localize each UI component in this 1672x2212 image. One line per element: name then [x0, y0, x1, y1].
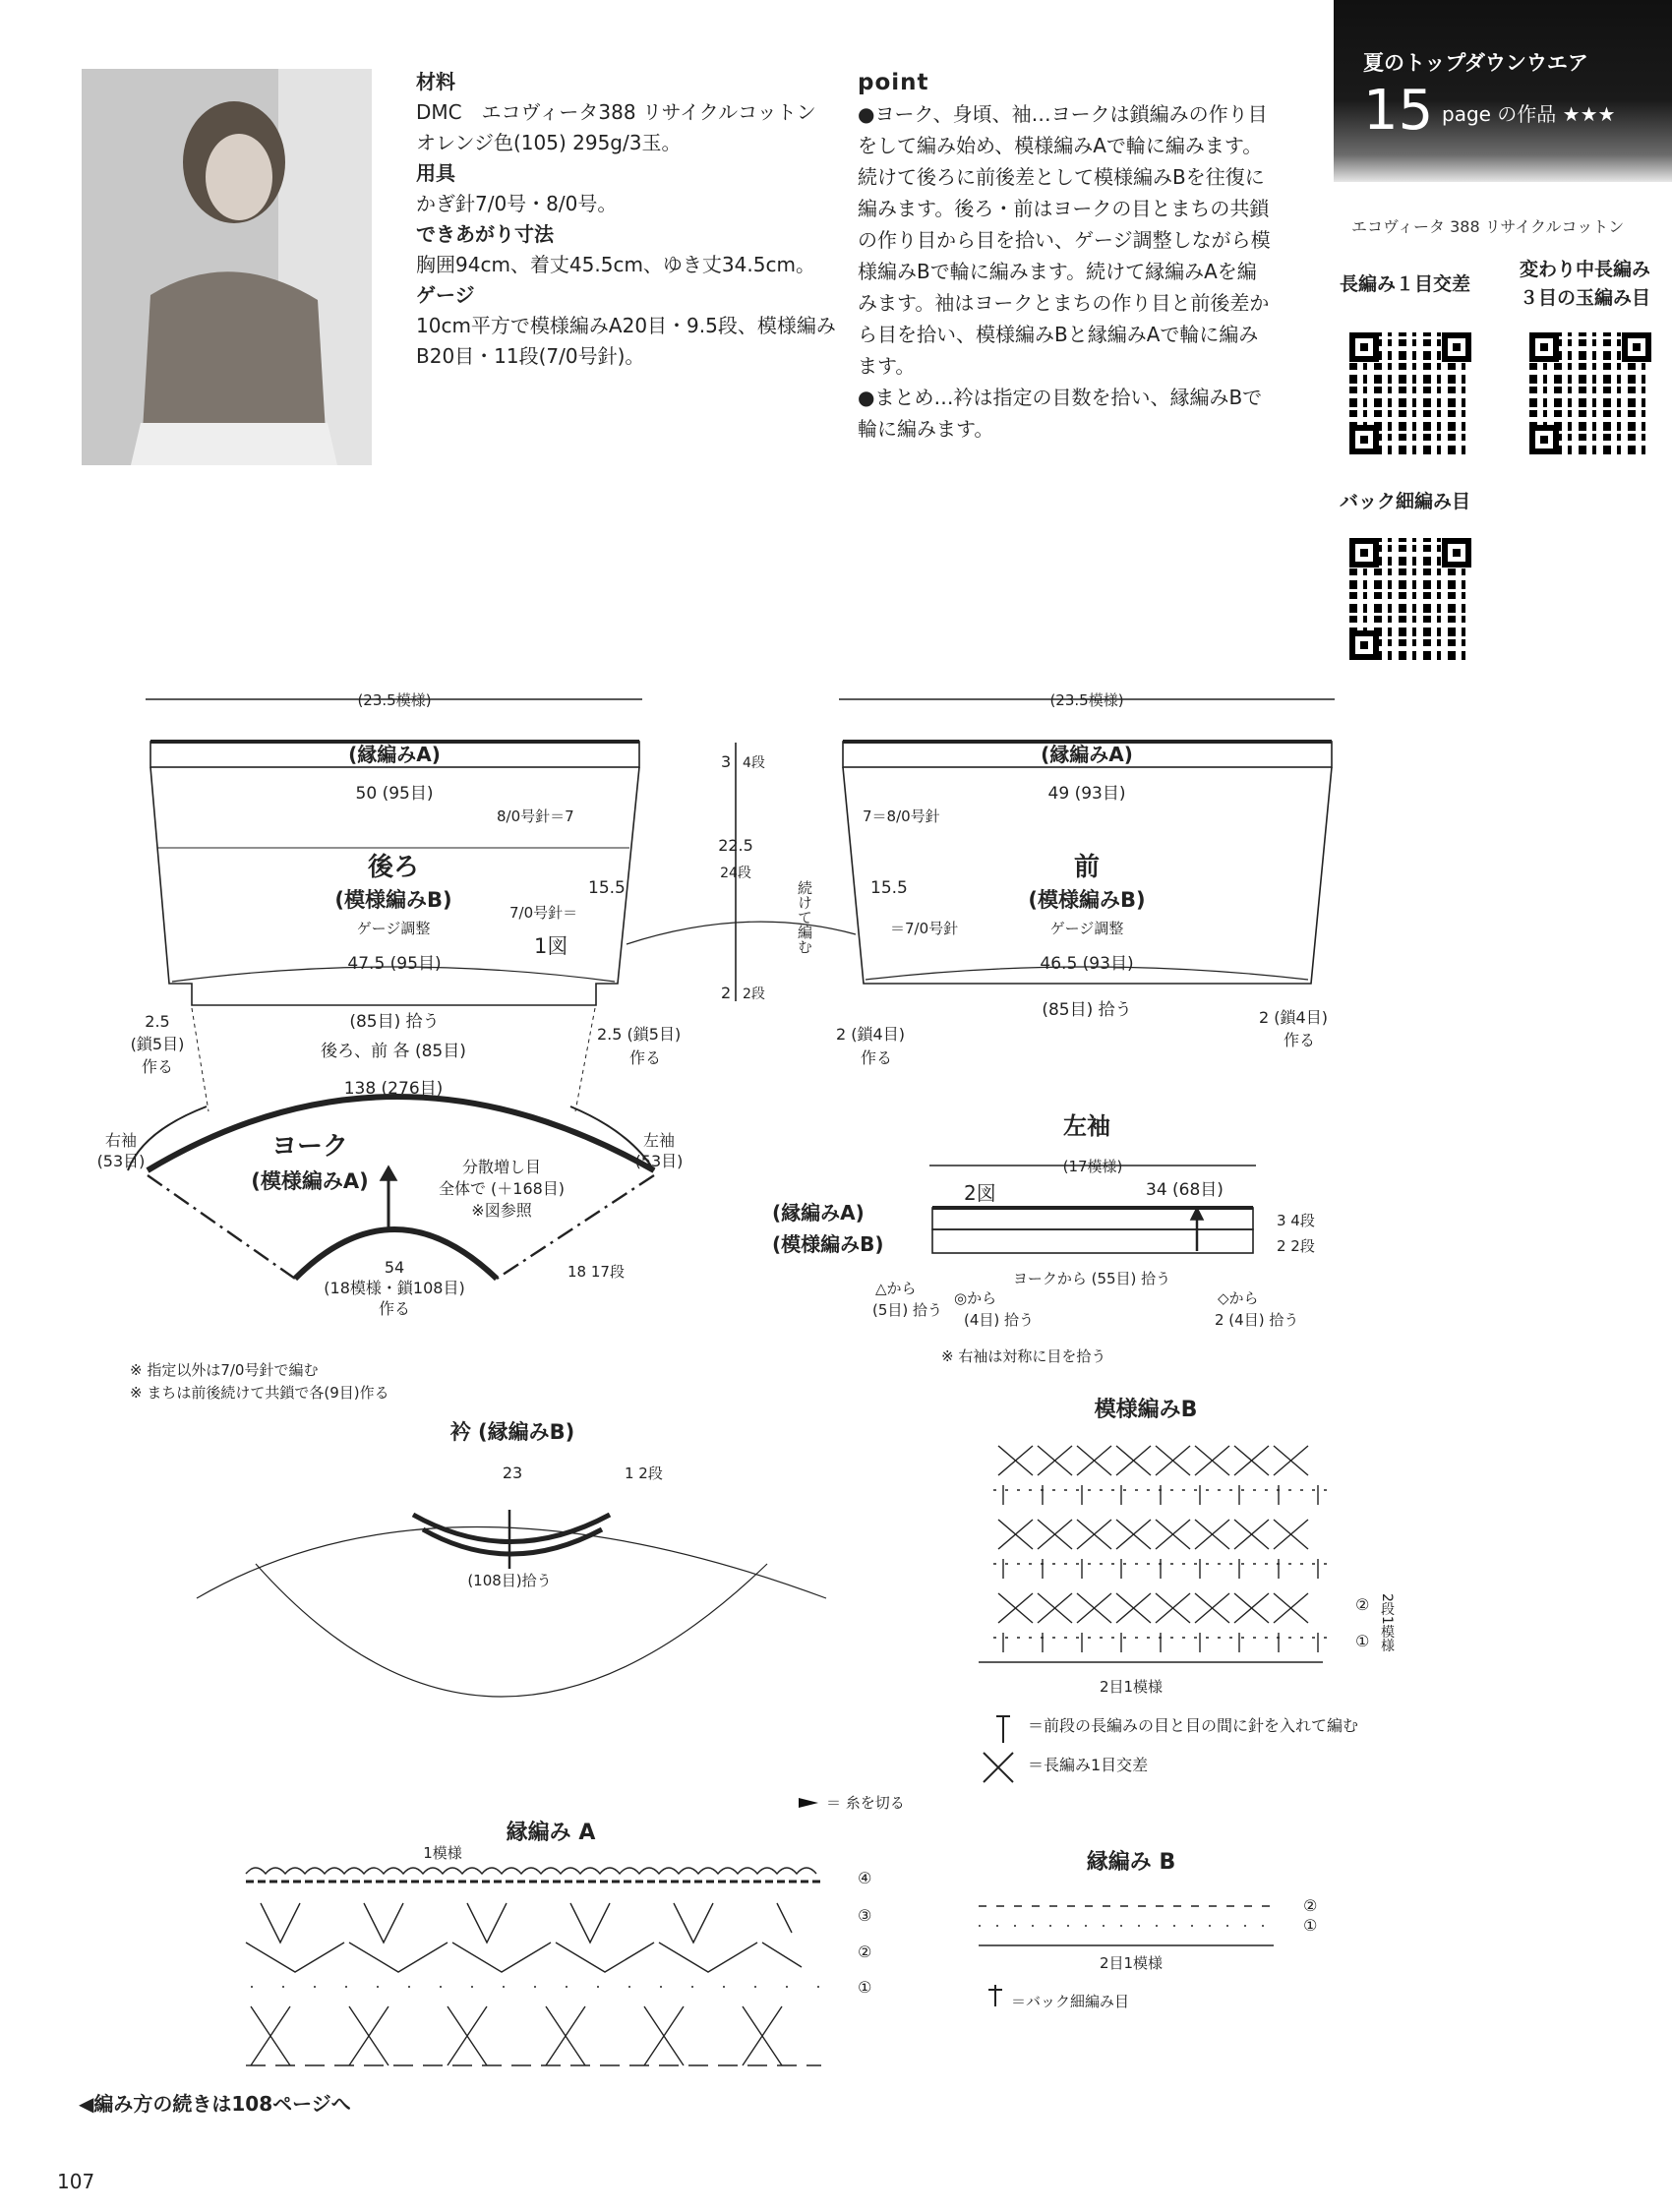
front-title: 前: [1073, 853, 1101, 882]
size-text: 胸囲94cm、着丈45.5cm、ゆき丈34.5cm。: [416, 253, 815, 276]
edge-b-title: 縁編み B: [1086, 1850, 1176, 1875]
yoke-increase-2: 全体で (＋168目): [438, 1179, 566, 1198]
sleeve-pick-4: (4目) 拾う: [964, 1311, 1035, 1329]
gauge-heading: ゲージ: [416, 283, 475, 307]
pattern-b-row-2: ②: [1355, 1595, 1370, 1614]
front-right-make: 作る: [1284, 1031, 1316, 1049]
yoke-title: ヨーク: [270, 1132, 349, 1162]
edge-a-title: 縁編み A: [506, 1821, 596, 1845]
cut-yarn-label: ＝ 糸を切る: [826, 1794, 905, 1812]
point-heading: point: [858, 70, 929, 95]
back-left-make: 作る: [141, 1057, 174, 1076]
yoke-right-sleeve-count: (53目): [96, 1152, 146, 1170]
front-left-make: 作る: [861, 1048, 893, 1067]
tools-text: かぎ針7/0号・8/0号。: [416, 192, 618, 215]
front-pattern: (模様編みB): [1028, 888, 1146, 912]
edge-a-row-4: ④: [858, 1869, 872, 1887]
sleeve-from-circle: ◎から: [954, 1289, 997, 1307]
edge-a-row-3: ③: [858, 1906, 872, 1925]
yoke-width-54: 54: [384, 1258, 405, 1277]
edge-b-row-2: ②: [1303, 1896, 1318, 1915]
yoke-chain: (18模様・鎖108目): [324, 1279, 465, 1297]
edge-a-row-2: ②: [858, 1943, 872, 1961]
mid-total: 22.5: [718, 836, 753, 855]
front-needle-7: ＝7/0号針: [890, 920, 959, 937]
edge-b-row-1: ①: [1303, 1916, 1318, 1935]
yoke-rows: 18 17段: [567, 1263, 625, 1281]
front-edge-label: (縁編みA): [1041, 743, 1133, 766]
back-needle-8: 8/0号針＝7: [497, 807, 574, 825]
banner-number: 15: [1363, 79, 1434, 143]
pattern-b-repeat: 2目1模様: [1099, 1678, 1164, 1696]
back-right-make: 作る: [629, 1048, 662, 1067]
pattern-b-chart: [979, 1446, 1328, 1662]
sleeve-rows-3: 3 4段: [1277, 1212, 1315, 1229]
sleeve-edge-label: (縁編みA): [772, 1201, 865, 1225]
banner-title: 夏のトップダウンウエア: [1363, 51, 1588, 75]
back-title: 後ろ: [367, 853, 420, 882]
sleeve-pick-5: (5目) 拾う: [872, 1301, 943, 1319]
front-left-margin: 2 (鎖4目): [836, 1025, 905, 1044]
sleeve-edge-band: [932, 1208, 1253, 1229]
front-gauge-adjust: ゲージ調整: [1049, 920, 1124, 937]
sleeve-yoke-pick: ヨークから (55目) 拾う: [1012, 1270, 1171, 1287]
yoke-increase-3: ※図参照: [471, 1201, 532, 1220]
point-text-1: ●ヨーク、身頃、袖…ヨークは鎖編みの作り目をして編み始め、模様編みAで輪に編みます。続けて後ろに前後差として模様編みBを往復に編みます。後ろ・前はヨークの目とまちの共鎖の作り目から目を拾い、ゲージ調整しながら模様編みBで輪に編みます。続けて縁編みAを編みます。袖はヨークとまちの作り目と前後差から目を拾い、模様編みBと縁編みAで輪に編みます。: [858, 102, 1271, 378]
collar-rows: 1 2段: [625, 1465, 663, 1482]
qr-label-2a: 変わり中長編み: [1520, 259, 1651, 280]
sleeve-pick-2: 2 (4目) 拾う: [1215, 1311, 1299, 1329]
gauge-text: 10cm平方で模様編みA20目・9.5段、模様編みB20目・11段(7/0号針)。: [416, 314, 836, 368]
yoke-arc-outer: [148, 1097, 654, 1170]
back-height-label: 15.5: [588, 878, 626, 898]
sleeve-title: 左袖: [1063, 1112, 1110, 1140]
back-pick-label: (85目) 拾う: [349, 1012, 440, 1032]
point-text-2: ●まとめ…衿は指定の目数を拾い、縁編みBで輪に編みます。: [858, 386, 1263, 441]
mid-top: 3: [721, 752, 732, 771]
pattern-b-title: 模様編みB: [1094, 1398, 1198, 1422]
edge-a-repeat: 1模様: [423, 1844, 462, 1862]
figure-2-label: 2図: [964, 1181, 996, 1205]
yoke-increase-1: 分散増し目: [461, 1158, 542, 1176]
mid-bottom-rows: 2段: [743, 986, 765, 1002]
yarn-name: エコヴィータ 388 リサイクルコットン: [1351, 217, 1625, 236]
pattern-b-row-1: ①: [1355, 1632, 1370, 1650]
page-number: 107: [57, 2170, 95, 2193]
pattern-b-side: 2段1模様: [1379, 1593, 1395, 1652]
back-width-475: 47.5 (95目): [347, 954, 442, 974]
legend-b-text-1: ＝前段の長編みの目と目の間に針を入れて編む: [1028, 1716, 1359, 1735]
qr-label-1: 長編み１目交差: [1340, 273, 1471, 295]
legend-b-text-2: ＝長編み1目交差: [1028, 1756, 1149, 1774]
front-height-label: 15.5: [870, 878, 908, 898]
note-1: ※ 指定以外は7/0号針で編む: [130, 1361, 319, 1379]
yoke-make: 作る: [378, 1299, 411, 1318]
mid-bottom: 2: [721, 984, 732, 1002]
legend-edge-b-symbol: [988, 1985, 1002, 2006]
sleeve-width: (17模様): [1062, 1158, 1123, 1175]
materials-text: DMC エコヴィータ388 リサイクルコットン オレンジ色(105) 295g/3玉。: [416, 100, 836, 154]
collar-pick: (108目)拾う: [467, 1572, 552, 1589]
sleeve-width-34: 34 (68目): [1146, 1180, 1224, 1200]
back-edge-label: (縁編みA): [348, 743, 441, 766]
yoke-pattern: (模様編みA): [251, 1169, 369, 1193]
cut-yarn-icon: [799, 1798, 818, 1808]
continue-note[interactable]: ◀編み方の続きは108ページへ: [79, 2092, 351, 2116]
back-pattern: (模様編みB): [334, 888, 452, 912]
sleeve-pattern-label: (模様編みB): [772, 1232, 884, 1256]
sleeve-pattern-band: [932, 1229, 1253, 1253]
qr-label-2b: ３目の玉編み目: [1520, 287, 1651, 309]
back-gauge-adjust: ゲージ調整: [356, 920, 431, 937]
front-needle-8: 7＝8/0号針: [863, 807, 940, 825]
front-pick-label: (85目) 拾う: [1042, 1000, 1132, 1020]
edge-a-chart: [246, 1868, 821, 2065]
legend-b-symbol-1: [996, 1716, 1010, 1743]
sleeve-from-diamond: ◇から: [1218, 1289, 1259, 1307]
figure-1-label: 1図: [534, 934, 568, 958]
back-width-50: 50 (95目): [355, 784, 434, 804]
front-width-49: 49 (93目): [1047, 784, 1126, 804]
edge-b-chart: [979, 1906, 1274, 1945]
front-right-margin: 2 (鎖4目): [1259, 1008, 1328, 1027]
yoke-each: 後ろ、前 各 (85目): [321, 1042, 466, 1061]
back-left-chain: (鎖5目): [130, 1035, 185, 1053]
continue-arrow: [627, 922, 856, 944]
back-needle-7: 7/0号針＝: [509, 904, 578, 922]
legend-b-symbol-2: [984, 1753, 1013, 1782]
mid-total-rows: 24段: [720, 866, 751, 881]
continue-label: 続けて編む: [796, 880, 813, 954]
back-right-margin: 2.5 (鎖5目): [597, 1025, 682, 1044]
size-heading: できあがり寸法: [416, 222, 554, 246]
yoke-left-sleeve: 左袖: [642, 1131, 676, 1150]
back-left-margin: 2.5: [145, 1012, 170, 1031]
yoke-left-sleeve-count: (53目): [634, 1152, 684, 1170]
edge-b-repeat: 2目1模様: [1099, 1954, 1164, 1972]
note-2: ※ まちは前後続けて共鎖で各(9目)作る: [130, 1384, 389, 1402]
collar-title: 衿 (縁編みB): [449, 1420, 575, 1444]
collar-width: 23: [502, 1464, 523, 1482]
sleeve-note: ※ 右袖は対称に目を拾う: [941, 1347, 1106, 1365]
qr-label-3: バック細編み目: [1340, 491, 1471, 512]
legend-edge-b-text: ＝バック細編み目: [1011, 1993, 1130, 2010]
yoke-width-138: 138 (276目): [343, 1079, 444, 1099]
back-width-label: (23.5模様): [357, 691, 432, 709]
yoke-right-sleeve: 右袖: [104, 1131, 138, 1150]
mid-top-rows: 4段: [743, 755, 765, 771]
front-width-label: (23.5模様): [1049, 691, 1124, 709]
sleeve-rows-2: 2 2段: [1277, 1237, 1315, 1255]
edge-a-row-1: ①: [858, 1978, 872, 1997]
tools-heading: 用具: [416, 161, 455, 185]
front-width-465: 46.5 (93目): [1040, 954, 1134, 974]
materials-heading: 材料: [416, 70, 455, 93]
banner-page-label: page の作品 ★★★: [1442, 102, 1616, 126]
sleeve-from-triangle: △から: [875, 1280, 917, 1297]
